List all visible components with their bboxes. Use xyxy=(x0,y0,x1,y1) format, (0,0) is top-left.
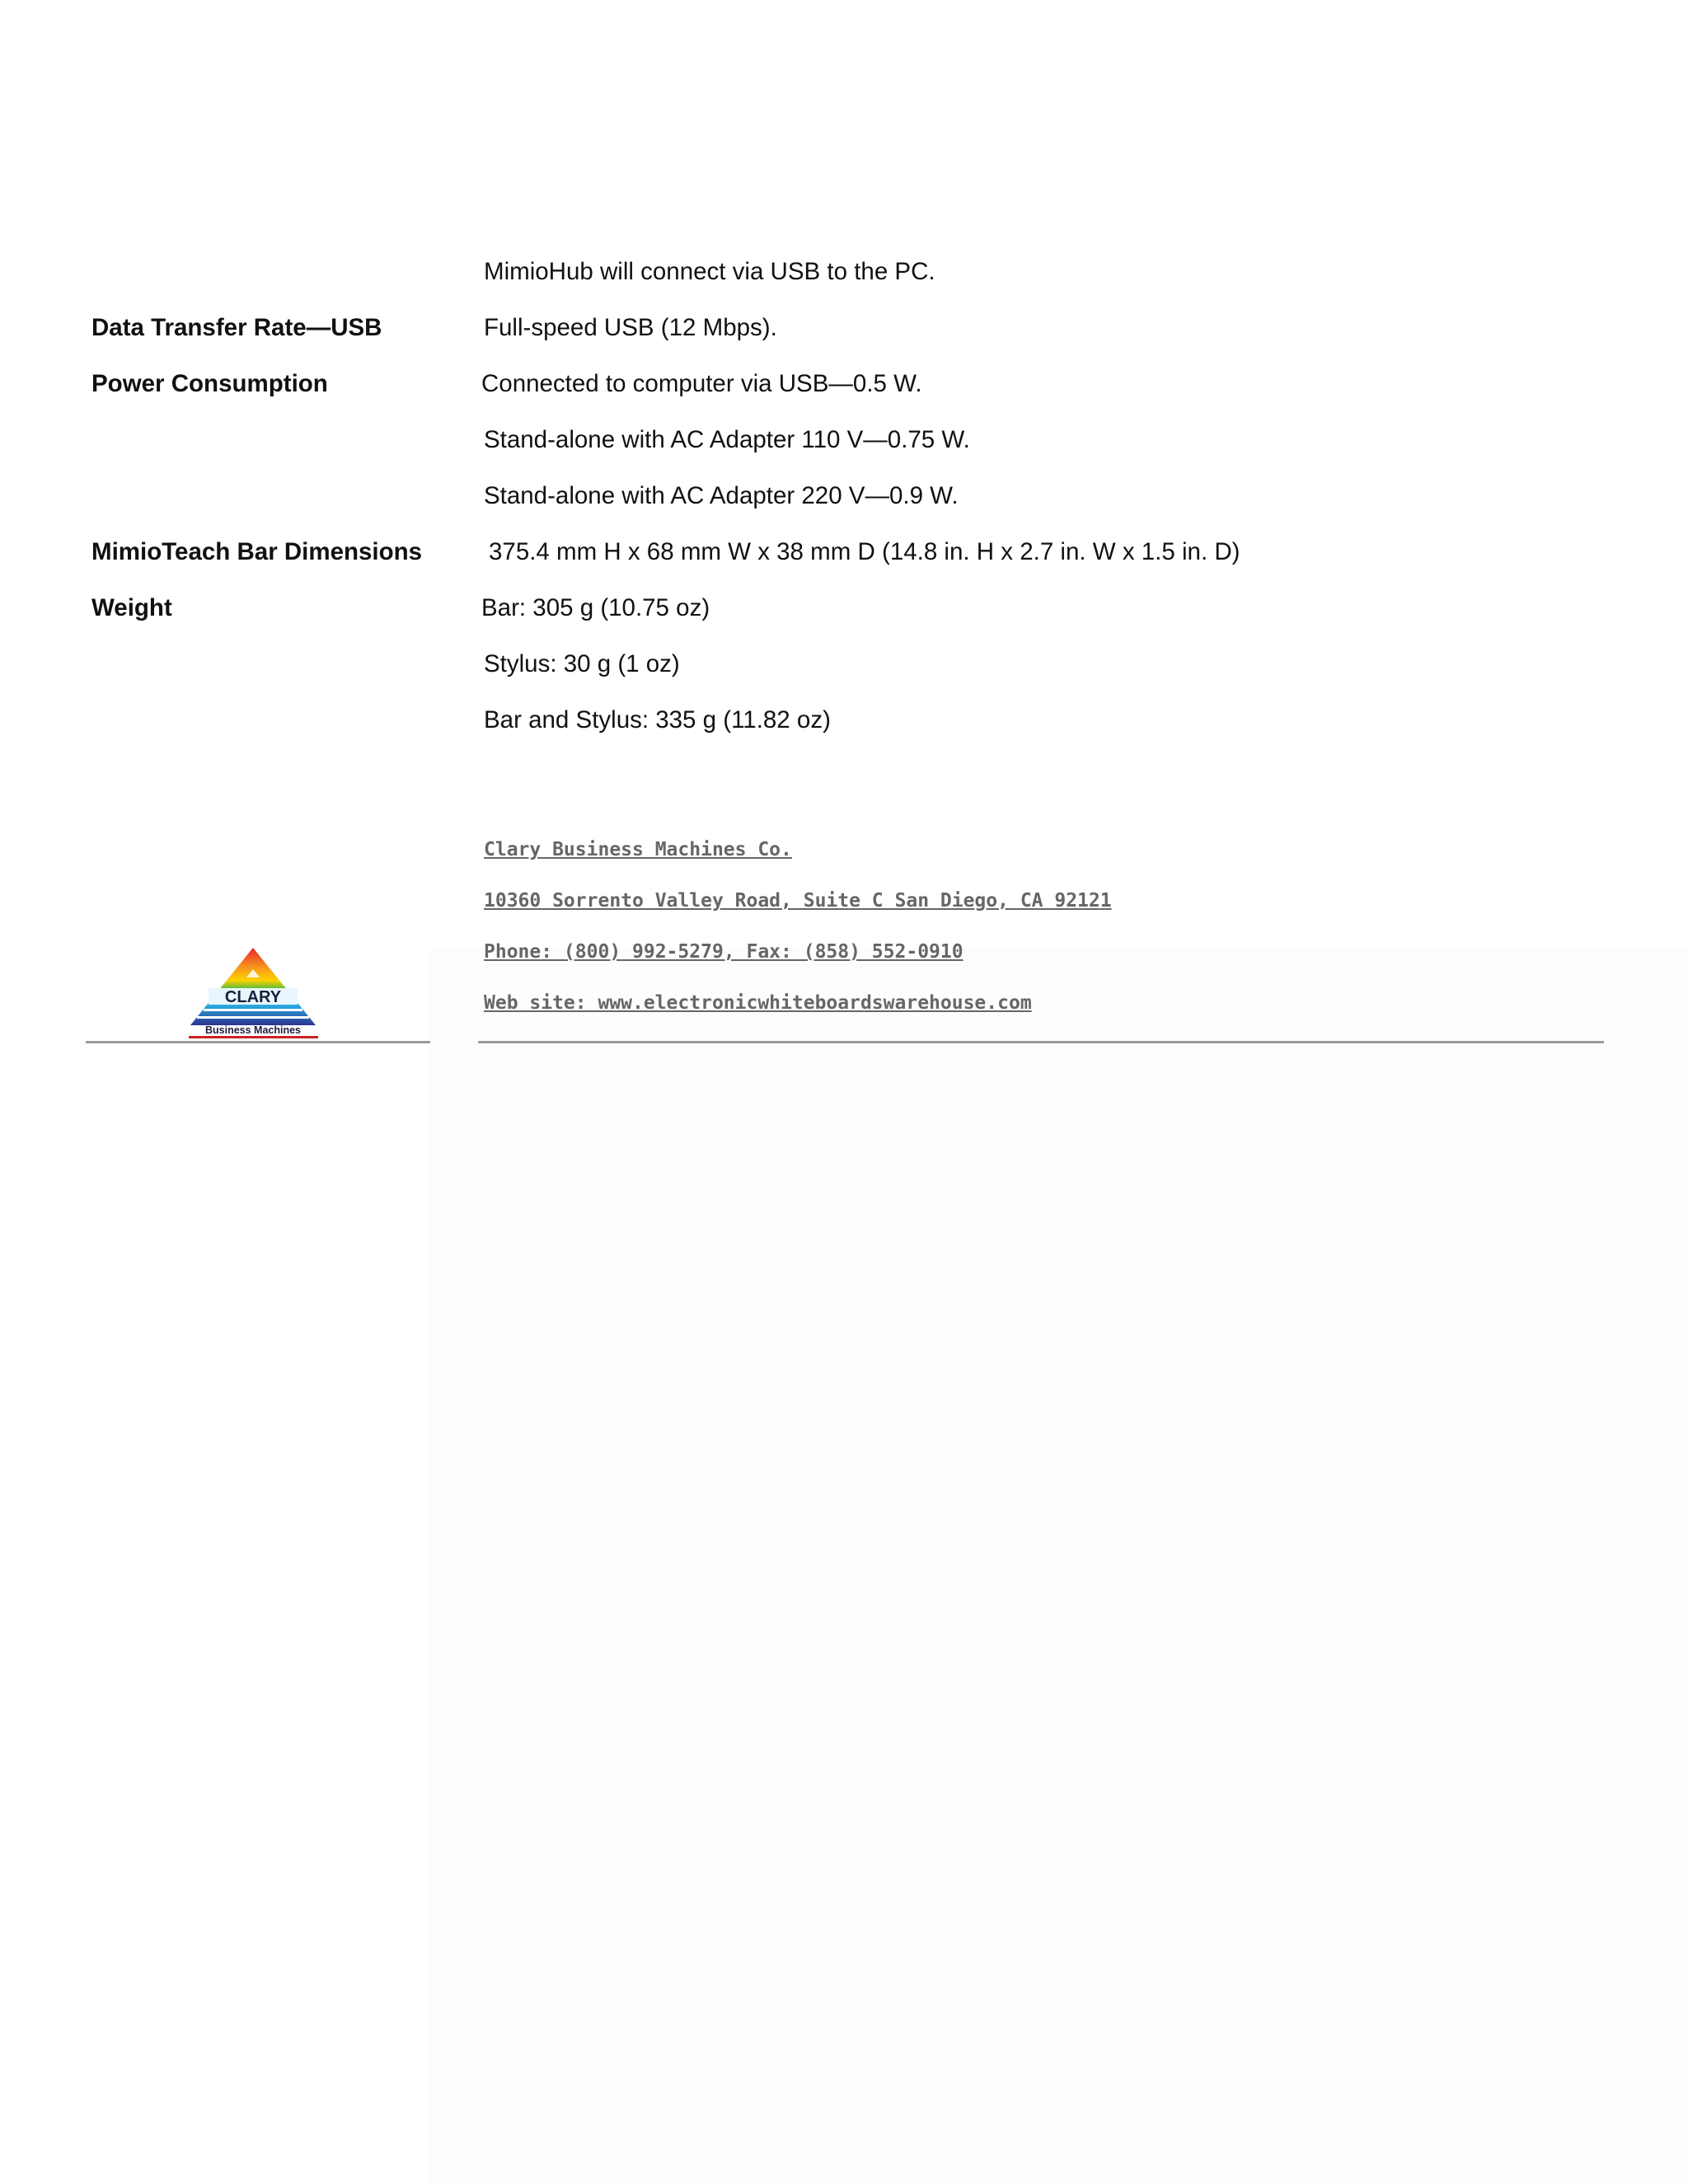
spec-label: Power Consumption xyxy=(91,370,328,397)
spec-row-power-110v xyxy=(0,426,1688,476)
contact-website-link[interactable]: Web site: www.electronicwhiteboardswarehouse.com xyxy=(484,992,1032,1014)
contact-address-link[interactable]: 10360 Sorrento Valley Road, Suite C San Diego, CA 92121 xyxy=(484,890,1112,912)
spec-value: 375.4 mm H x 68 mm W x 38 mm D (14.8 in. H x 2.7 in. W x 1.5 in. D) xyxy=(489,538,1240,565)
spec-value: Bar: 305 g (10.75 oz) xyxy=(481,594,710,621)
spec-row-power-consumption xyxy=(0,370,1688,419)
page-background xyxy=(429,948,1688,2184)
spec-value: Stand-alone with AC Adapter 110 V—0.75 W. xyxy=(484,426,970,453)
spec-value: MimioHub will connect via USB to the PC. xyxy=(484,258,935,285)
spec-label: Weight xyxy=(91,594,172,621)
spec-row-connection xyxy=(0,258,1688,307)
spec-value: Bar and Stylus: 335 g (11.82 oz) xyxy=(484,706,831,733)
spec-label: Data Transfer Rate—USB xyxy=(91,314,382,341)
footer-rule-left xyxy=(86,1041,430,1043)
spec-row-weight xyxy=(0,594,1688,644)
spec-value: Stand-alone with AC Adapter 220 V—0.9 W. xyxy=(484,482,959,509)
spec-row-bar-dimensions xyxy=(0,538,1688,588)
logo-tagline-text: Business Machines xyxy=(204,1024,302,1036)
spec-value: Full-speed USB (12 Mbps). xyxy=(484,314,777,341)
footer-rule-right xyxy=(478,1041,1604,1043)
logo-brand-text: CLARY xyxy=(224,988,282,1006)
spec-value: Stylus: 30 g (1 oz) xyxy=(484,650,680,677)
spec-row-data-transfer-rate xyxy=(0,314,1688,363)
clary-logo xyxy=(185,944,321,1039)
spec-row-stylus-weight xyxy=(0,650,1688,700)
contact-phone-link[interactable]: Phone: (800) 992-5279, Fax: (858) 552-0910 xyxy=(484,941,964,963)
spec-row-power-220v xyxy=(0,482,1688,532)
contact-company-link[interactable]: Clary Business Machines Co. xyxy=(484,839,792,860)
spec-value: Connected to computer via USB—0.5 W. xyxy=(481,370,922,397)
spec-row-total-weight xyxy=(0,706,1688,756)
spec-label: MimioTeach Bar Dimensions xyxy=(91,538,423,565)
